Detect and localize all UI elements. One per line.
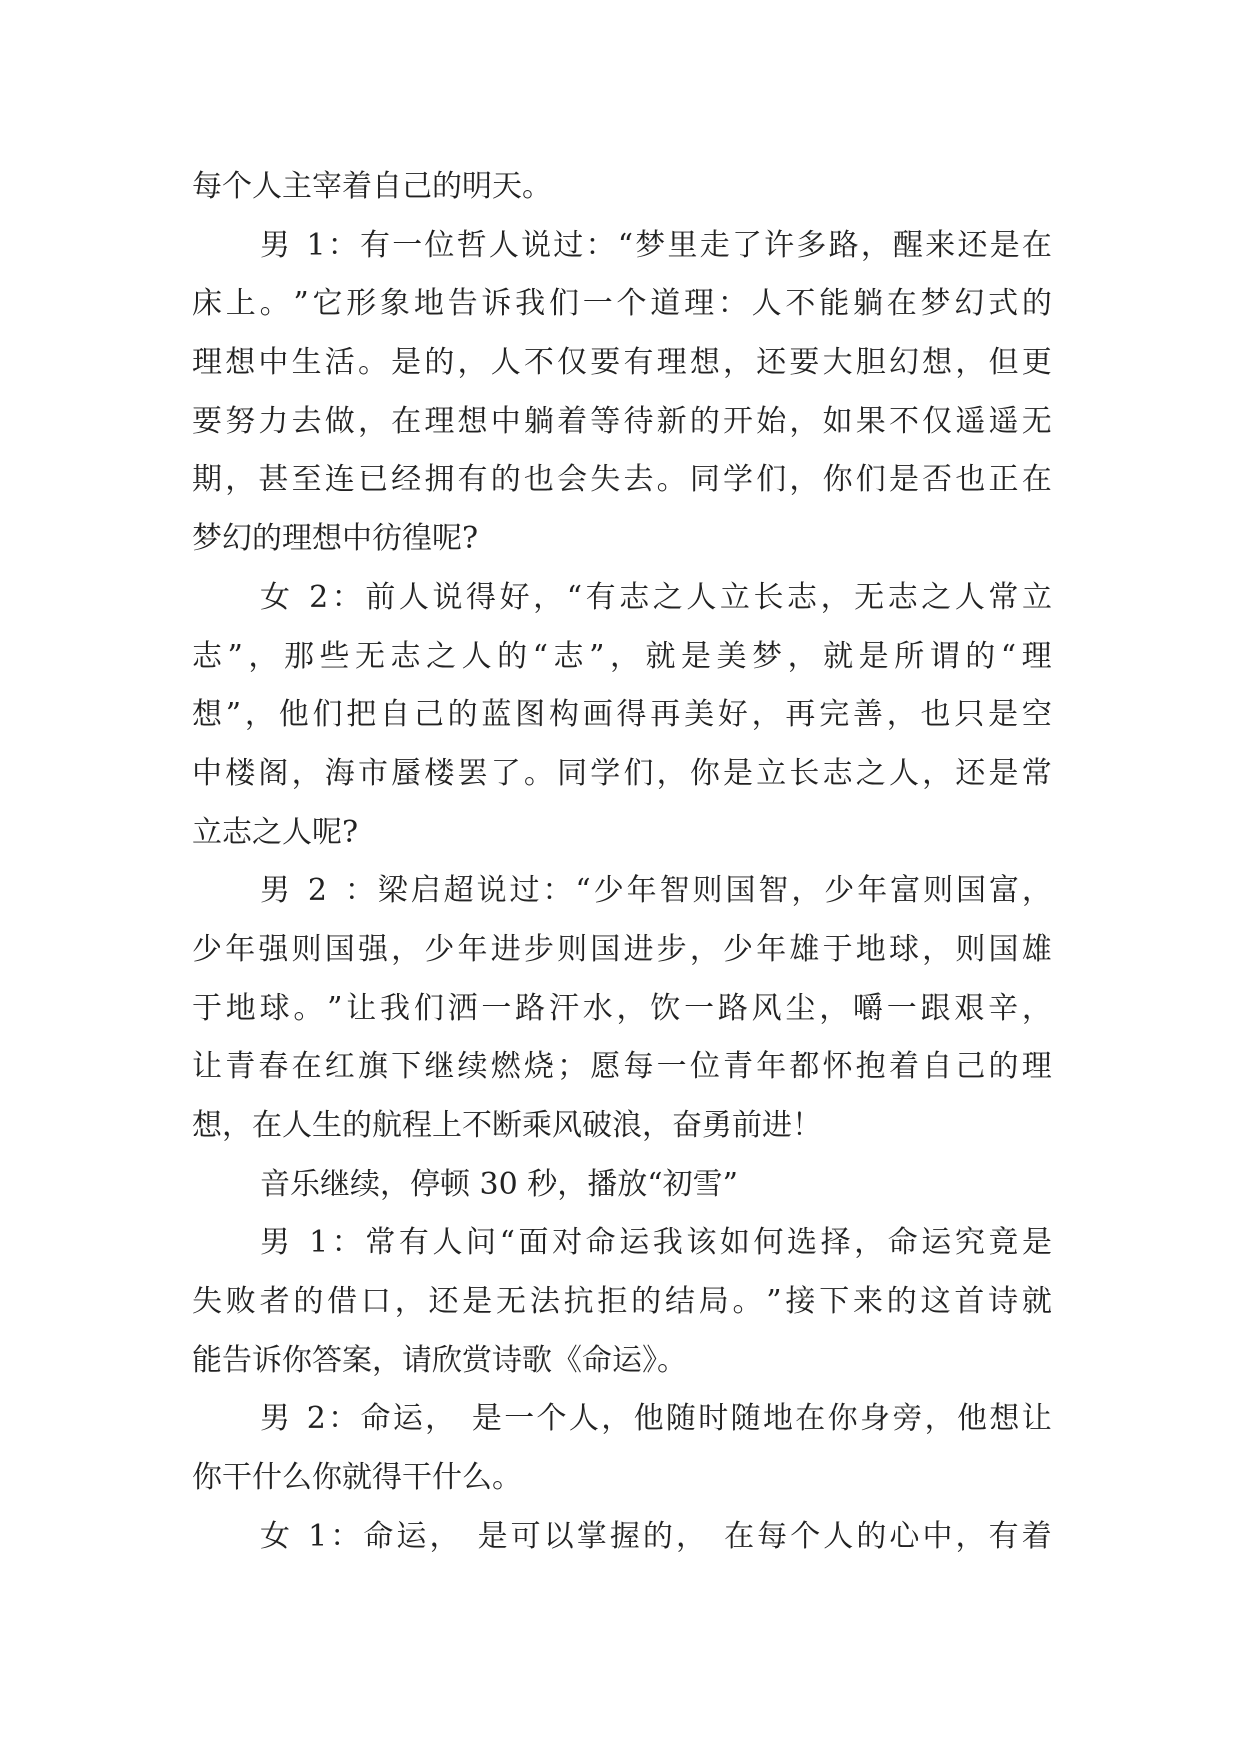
text-line: 想，在人生的航程上不断乘风破浪，奋勇前进！: [192, 1108, 822, 1143]
text-line: 立志之人呢?: [192, 814, 359, 850]
text-line: 期 ， 甚 至 连 已 经 拥 有 的 也 会 失 去 。 同 学 们 ， 你 们 是 否 也 正 在: [192, 462, 1052, 498]
text-line: 想 ” ， 他 们 把 自 己 的 蓝 图 构 画 得 再 美 好 ， 再 完 善 ， 也 只 是 空: [192, 697, 1052, 733]
text-line: 于 地 球 。 ” 让 我 们 洒 一 路 汗 水 ， 饮 一 路 风 尘 ， 嚼 一 跟 艰 辛 ，: [192, 990, 1052, 1026]
text-line: 中 楼 阁 ， 海 市 蜃 楼 罢 了 。 同 学 们 ， 你 是 立 长 志 之 人 ， 还 是 常: [192, 755, 1052, 791]
text-line: 每个人主宰着自己的明天。: [192, 169, 552, 204]
text-line: 能告诉你答案，请欣赏诗歌《命运》。: [192, 1342, 687, 1378]
text-line: 让 青 春 在 红 旗 下 继 续 燃 烧 ； 愿 每 一 位 青 年 都 怀 抱 着 自 己 的 理: [192, 1049, 1052, 1085]
text-line: 要 努 力 去 做 ， 在 理 想 中 躺 着 等 待 新 的 开 始 ， 如 果 不 仅 遥 遥 无: [192, 403, 1052, 439]
text-line: 志 ” ， 那 些 无 志 之 人 的 “ 志 ” ， 就 是 美 梦 ， 就 是 所 谓 的 “ 理: [192, 638, 1052, 674]
text-line: 男 2 ： 梁 启 超 说 过 ： “ 少 年 智 则 国 智 ， 少 年 富 则 国 富 ，: [260, 873, 1052, 909]
text-line: 女 2 ： 前 人 说 得 好 ， “ 有 志 之 人 立 长 志 ， 无 志 之 人 常 立: [260, 579, 1052, 615]
text-line: 少 年 强 则 国 强 ， 少 年 进 步 则 国 进 步 ， 少 年 雄 于 地 球 ， 则 国 雄: [192, 931, 1052, 967]
document-body: [192, 158, 1052, 1567]
text-line: 女 1 ： 命 运 ， 是 可 以 掌 握 的 ， 在 每 个 人 的 心 中 ， 有 着: [260, 1518, 1052, 1554]
text-line: 男 2 ： 命 运 ， 是 一 个 人 ， 他 随 时 随 地 在 你 身 旁 ， 他 想 让: [260, 1401, 1052, 1437]
text-line: 床 上 。 ” 它 形 象 地 告 诉 我 们 一 个 道 理 ： 人 不 能 躺 在 梦 幻 式 的: [192, 286, 1052, 322]
text-line: 梦幻的理想中彷徨呢?: [192, 521, 479, 557]
text-line: 男 1 ： 常 有 人 问 “ 面 对 命 运 我 该 如 何 选 择 ， 命 运 究 竟 是: [260, 1225, 1052, 1261]
text-line: 失 败 者 的 借 口 ， 还 是 无 法 抗 拒 的 结 局 。 ” 接 下 来 的 这 首 诗 就: [192, 1284, 1052, 1320]
text-line: 男 1 ： 有 一 位 哲 人 说 过 ： “ 梦 里 走 了 许 多 路 ， 醒 来 还 是 在: [260, 227, 1052, 263]
text-line: 理 想 中 生 活 。 是 的 ， 人 不 仅 要 有 理 想 ， 还 要 大 胆 幻 想 ， 但 更: [192, 345, 1052, 381]
text-line: 你干什么你就得干什么。: [192, 1460, 522, 1496]
text-line: 音乐继续，停顿 30 秒，播放“初雪”: [260, 1166, 738, 1202]
